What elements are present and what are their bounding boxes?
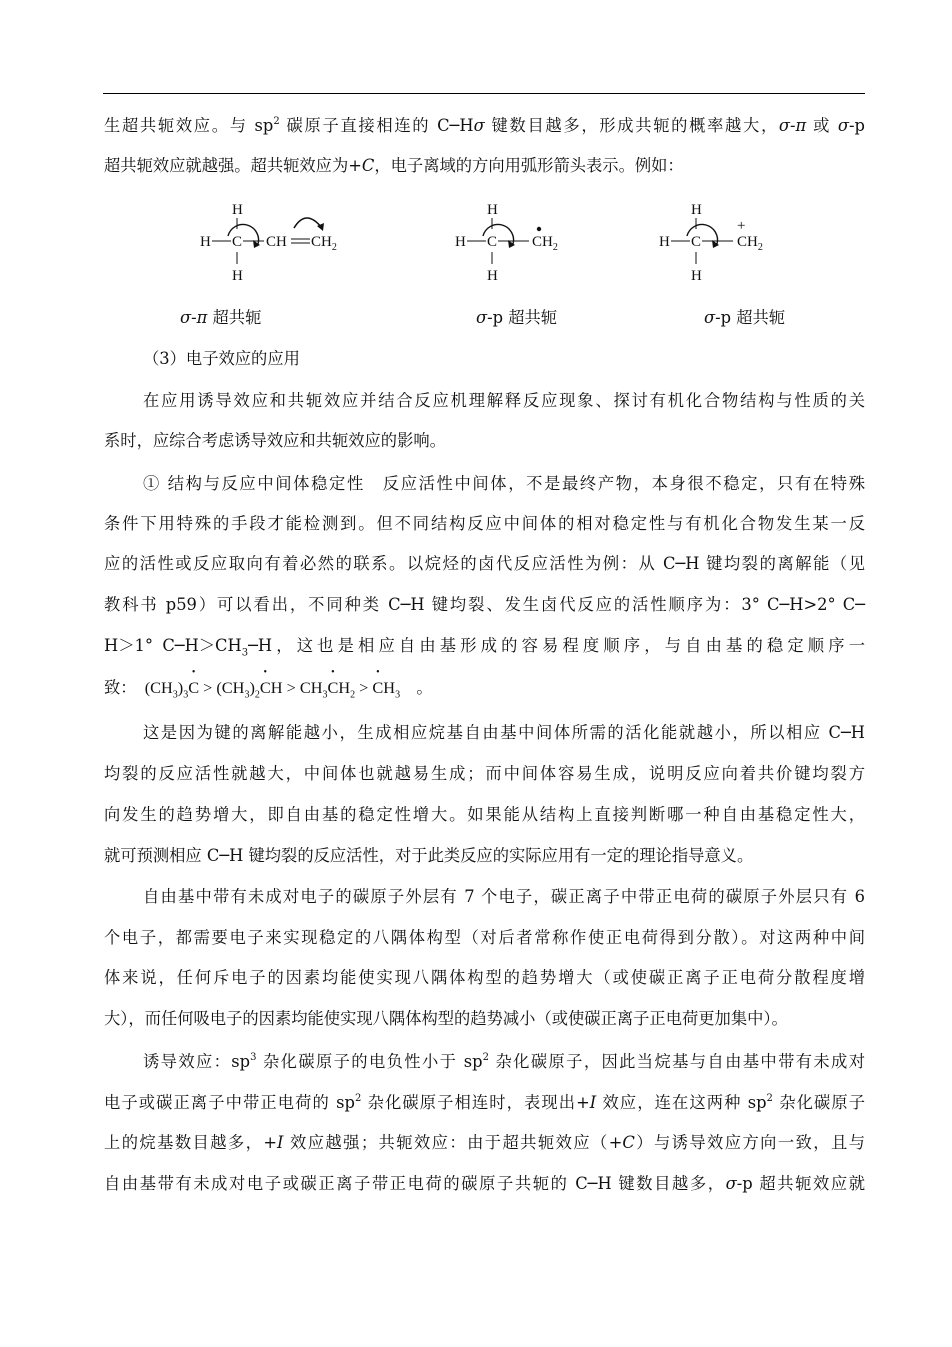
- text-line: 教科书 p59）可以看出，不同种类 C─H 键均裂、发生卤代反应的活性顺序为：3° C─H>2° C─: [104, 595, 865, 614]
- radical-stability-order: 致： $(CH_3)_3•$ $C > (CH_3)_2•$ CH > $CH_3•$ $CH_2$ > • $CH_3$ 。: [104, 677, 865, 699]
- text-line: 大），而任何吸电子的因素均能使实现八隅体构型的趋势减小（或使碳正离子正电荷更加集中）。: [104, 1009, 788, 1028]
- text-line: H＞1° $C─H>CH_3─H$，这也是相应自由基形成的容易程度顺序，与自由基的稳定顺序一: [104, 636, 865, 659]
- header-rule: [103, 93, 865, 94]
- atom-label: H: [232, 202, 243, 218]
- atom-label: C: [691, 234, 702, 250]
- section-heading: （3）电子效应的应用: [143, 349, 300, 368]
- text-line: 条件下用特殊的手段才能检测到。但不同结构反应中间体的相对稳定性与有机化合物发生某一反: [104, 514, 865, 533]
- atom-label: $CH_2$: [311, 234, 337, 253]
- sigma-p-cation-structure: [657, 196, 827, 286]
- text-line: 自由基带有未成对电子或碳正离子带正电荷的碳原子共轭的 C─H 键数目越多，σ-p 超共轭效应就: [104, 1174, 865, 1193]
- text-line: 在应用诱导效应和共轭效应并结合反应机理解释反应现象、探讨有机化合物结构与性质的关: [143, 391, 865, 410]
- text-line: 生超共轭效应。与 $sp^2$ 碳原子直接相连的 C─Hσ 键数目越多，形成共轭的概率越大，σ-π 或 σ-p: [104, 115, 865, 135]
- atom-label: H: [487, 202, 498, 218]
- atom-label: CH: [266, 234, 287, 250]
- text-line: 超共轭效应就越强。超共轭效应为+C，电子离域的方向用弧形箭头表示。例如：: [104, 156, 684, 175]
- figure-caption: σ-p 超共轭: [476, 308, 558, 327]
- text-line: 应的活性或反应取向有着必然的联系。以烷烃的卤代反应活性为例：从 C─H 键均裂的离解能（见: [104, 554, 865, 573]
- text-line: 体来说，任何斥电子的因素均能使实现八隅体构型的趋势增大（或使碳正离子正电荷分散程度增: [104, 968, 865, 987]
- charge-label: +: [737, 218, 746, 234]
- atom-label: H: [691, 202, 702, 218]
- text-line: ① 结构与反应中间体稳定性 反应活性中间体，不是最终产物，本身很不稳定，只有在特殊: [143, 474, 865, 493]
- text-line: 这是因为键的离解能越小，生成相应烷基自由基中间体所需的活化能就越小，所以相应 C─H: [143, 723, 865, 742]
- text-line: 诱导效应：$sp^3$ 杂化碳原子的电负性小于 $sp^2$ 杂化碳原子，因此当烷基与自由基中带有未成对: [143, 1051, 865, 1071]
- atom-label: $CH_2$: [532, 234, 558, 253]
- atom-label: H: [200, 234, 211, 250]
- text-line: 个电子，都需要电子来实现稳定的八隅体构型（对后者常称作使正电荷得到分散）。对这两种中间: [104, 928, 865, 947]
- atom-label: C: [232, 234, 243, 250]
- figure-caption: σ-π 超共轭: [180, 308, 262, 327]
- atom-label: H: [232, 268, 243, 284]
- atom-label: H: [659, 234, 670, 250]
- radical-dot: [537, 227, 541, 231]
- text-line: 上的烷基数目越多，+I 效应越强；共轭效应：由于超共轭效应（+C）与诱导效应方向一致，且与: [104, 1133, 865, 1152]
- text-line: 电子或碳正离子中带正电荷的 $sp^2$ 杂化碳原子相连时，表现出+I 效应，连在这两种 $sp^2$ 杂化碳原子: [104, 1092, 865, 1112]
- sigma-p-radical-structure: [453, 196, 623, 286]
- text-line: 均裂的反应活性就越大，中间体也就越易生成；而中间体容易生成，说明反应向着共价键均裂方: [104, 764, 865, 783]
- text-line: 向发生的趋势增大，即自由基的稳定性增大。如果能从结构上直接判断哪一种自由基稳定性大，: [104, 805, 865, 824]
- figure-caption: σ-p 超共轭: [704, 308, 786, 327]
- atom-label: C: [487, 234, 498, 250]
- sigma-pi-structure: [198, 196, 368, 286]
- text-line: 就可预测相应 C─H 键均裂的反应活性，对于此类反应的实际应用有一定的理论指导意义。: [104, 846, 754, 865]
- atom-label: H: [691, 268, 702, 284]
- text-line: 系时，应综合考虑诱导效应和共轭效应的影响。: [104, 431, 446, 450]
- atom-label: $CH_2$: [737, 234, 763, 253]
- text-line: 自由基中带有未成对电子的碳原子外层有 7 个电子，碳正离子中带正电荷的碳原子外层只有 6: [143, 887, 865, 906]
- atom-label: H: [487, 268, 498, 284]
- atom-label: H: [455, 234, 466, 250]
